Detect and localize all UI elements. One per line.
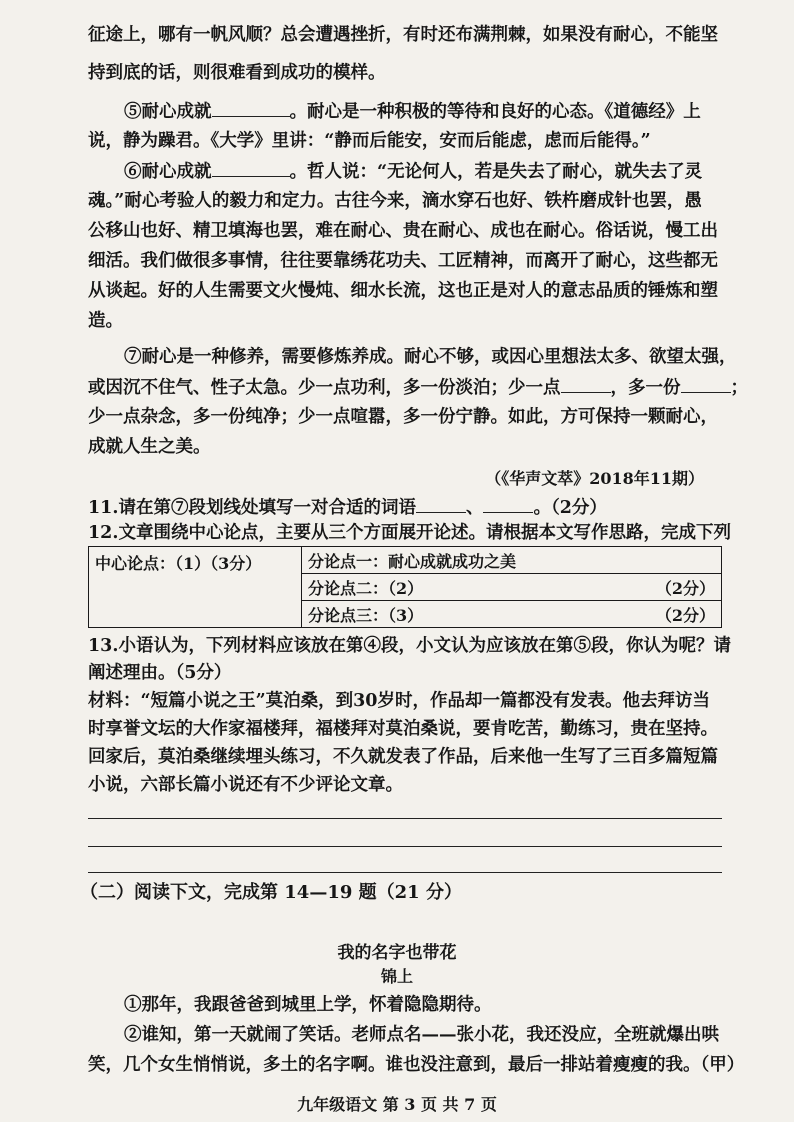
- page-footer: 九年级语文 第 3 页 共 7 页: [297, 1095, 497, 1114]
- text-span: 或因沉不住气、性子太急。少一点功利，多一份淡泊；少一点: [88, 378, 561, 398]
- article-author: 锦上: [380, 967, 413, 986]
- question-13-line: 阐述理由。（5分）: [88, 663, 232, 683]
- text-span: 。耐心是一种积极的等待和良好的心态。《道德经》上: [289, 102, 701, 122]
- argument-table: [88, 546, 722, 628]
- article-paragraph: ②谁知，第一天就闹了笑话。老师点名——张小花，我还没应，全班就爆出哄: [124, 1025, 719, 1045]
- paragraph-6-line: [88, 158, 710, 185]
- answer-blank-7b[interactable]: [681, 374, 731, 393]
- passage-line: 公移山也好、精卫填海也罢，难在耐心、贵在耐心、成也在耐心。俗话说，慢工出: [88, 221, 718, 241]
- material-line: 时享誉文坛的大作家福楼拜，福楼拜对莫泊桑说，要肯吃苦，勤练习，贵在坚持。: [88, 719, 718, 739]
- text-span: 分论点二：（2）: [308, 578, 424, 598]
- text-span: ，多一份: [610, 378, 681, 398]
- text-span: 11.请在第⑦段划线处填写一对合适的词语: [88, 498, 416, 518]
- passage-line: 从谈起。好的人生需要文火慢炖、细水长流，这也正是对人的意志品质的锤炼和塑: [88, 281, 718, 301]
- paragraph-5-line: [88, 98, 710, 125]
- source-citation: （《华声文萃》2018年11期）: [485, 469, 704, 488]
- article-paragraph: ①那年，我跟爸爸到城里上学，怀着隐隐期待。: [124, 995, 492, 1015]
- section-heading: （二）阅读下文，完成第 14—19 题（21 分）: [80, 882, 462, 903]
- text-span: 。哲人说：“无论何人，若是失去了耐心，就失去了灵: [289, 162, 703, 182]
- material-line: 材料：“短篇小说之王”莫泊桑，到30岁时，作品却一篇都没有发表。他去拜访当: [88, 691, 710, 711]
- passage-line: 持到底的话，则很难看到成功的模样。: [88, 63, 386, 83]
- sub-point-1-cell: 分论点一：耐心成就成功之美: [302, 547, 722, 574]
- answer-line[interactable]: [88, 818, 722, 819]
- answer-blank-5[interactable]: [212, 98, 290, 117]
- score-label: （2分）: [655, 578, 715, 598]
- passage-line: 魂。”耐心考验人的毅力和定力。古往今来，滴水穿石也好、铁杵磨成针也罢，愚: [88, 191, 702, 211]
- score-label: （2分）: [655, 605, 715, 625]
- material-line: 小说，六部长篇小说还有不少评论文章。: [88, 775, 403, 795]
- answer-blank-q11b[interactable]: [483, 494, 533, 513]
- text-span: 分论点三：（3）: [308, 605, 424, 625]
- passage-line: 成就人生之美。: [88, 437, 211, 457]
- question-11: [88, 494, 710, 521]
- article-paragraph: 笑，几个女生悄悄说，多土的名字啊。谁也没注意到，最后一排站着瘦瘦的我。（甲）: [88, 1055, 745, 1075]
- passage-line: ⑦耐心是一种修养，需要修炼养成。耐心不够，或因心里想法太多、欲望太强，: [124, 347, 737, 367]
- passage-line: 造。: [88, 311, 123, 331]
- text-span: ；: [730, 378, 748, 398]
- paragraph-7-line: [88, 374, 748, 401]
- question-13-line: 13.小语认为，下列材料应该放在第④段，小文认为应该放在第⑤段，你认为呢？请: [88, 636, 731, 656]
- answer-blank-q11a[interactable]: [416, 494, 466, 513]
- answer-blank-6[interactable]: [212, 158, 290, 177]
- answer-line[interactable]: [88, 872, 722, 873]
- text-span: ⑥耐心成就: [124, 162, 212, 182]
- text-span: 。（2分）: [533, 498, 607, 518]
- question-12-line: 12.文章围绕中心论点，主要从三个方面展开论述。请根据本文写作思路，完成下列: [88, 523, 731, 543]
- text-span: ⑤耐心成就: [124, 102, 212, 122]
- sub-point-3-cell[interactable]: [302, 601, 722, 628]
- passage-line: 征途上，哪有一帆风顺？总会遭遇挫折，有时还布满荆棘，如果没有耐心，不能坚: [88, 25, 718, 45]
- answer-blank-7a[interactable]: [561, 374, 611, 393]
- passage-line: 少一点杂念，多一份纯净；少一点喧嚣，多一份宁静。如此，方可保持一颗耐心，: [88, 407, 718, 427]
- article-title: 我的名字也带花: [337, 943, 457, 963]
- center-claim-cell[interactable]: 中心论点：（1）（3分）: [89, 547, 302, 628]
- passage-line: 说，静为躁君。《大学》里讲：“静而后能安，安而后能虑，虑而后能得。”: [88, 131, 651, 151]
- text-span: 、: [465, 498, 484, 518]
- sub-point-2-cell[interactable]: [302, 574, 722, 601]
- material-line: 回家后，莫泊桑继续埋头练习，不久就发表了作品，后来他一生写了三百多篇短篇: [88, 747, 718, 767]
- answer-line[interactable]: [88, 846, 722, 847]
- passage-line: 细活。我们做很多事情，往往要靠绣花功夫、工匠精神，而离开了耐心，这些都无: [88, 251, 718, 271]
